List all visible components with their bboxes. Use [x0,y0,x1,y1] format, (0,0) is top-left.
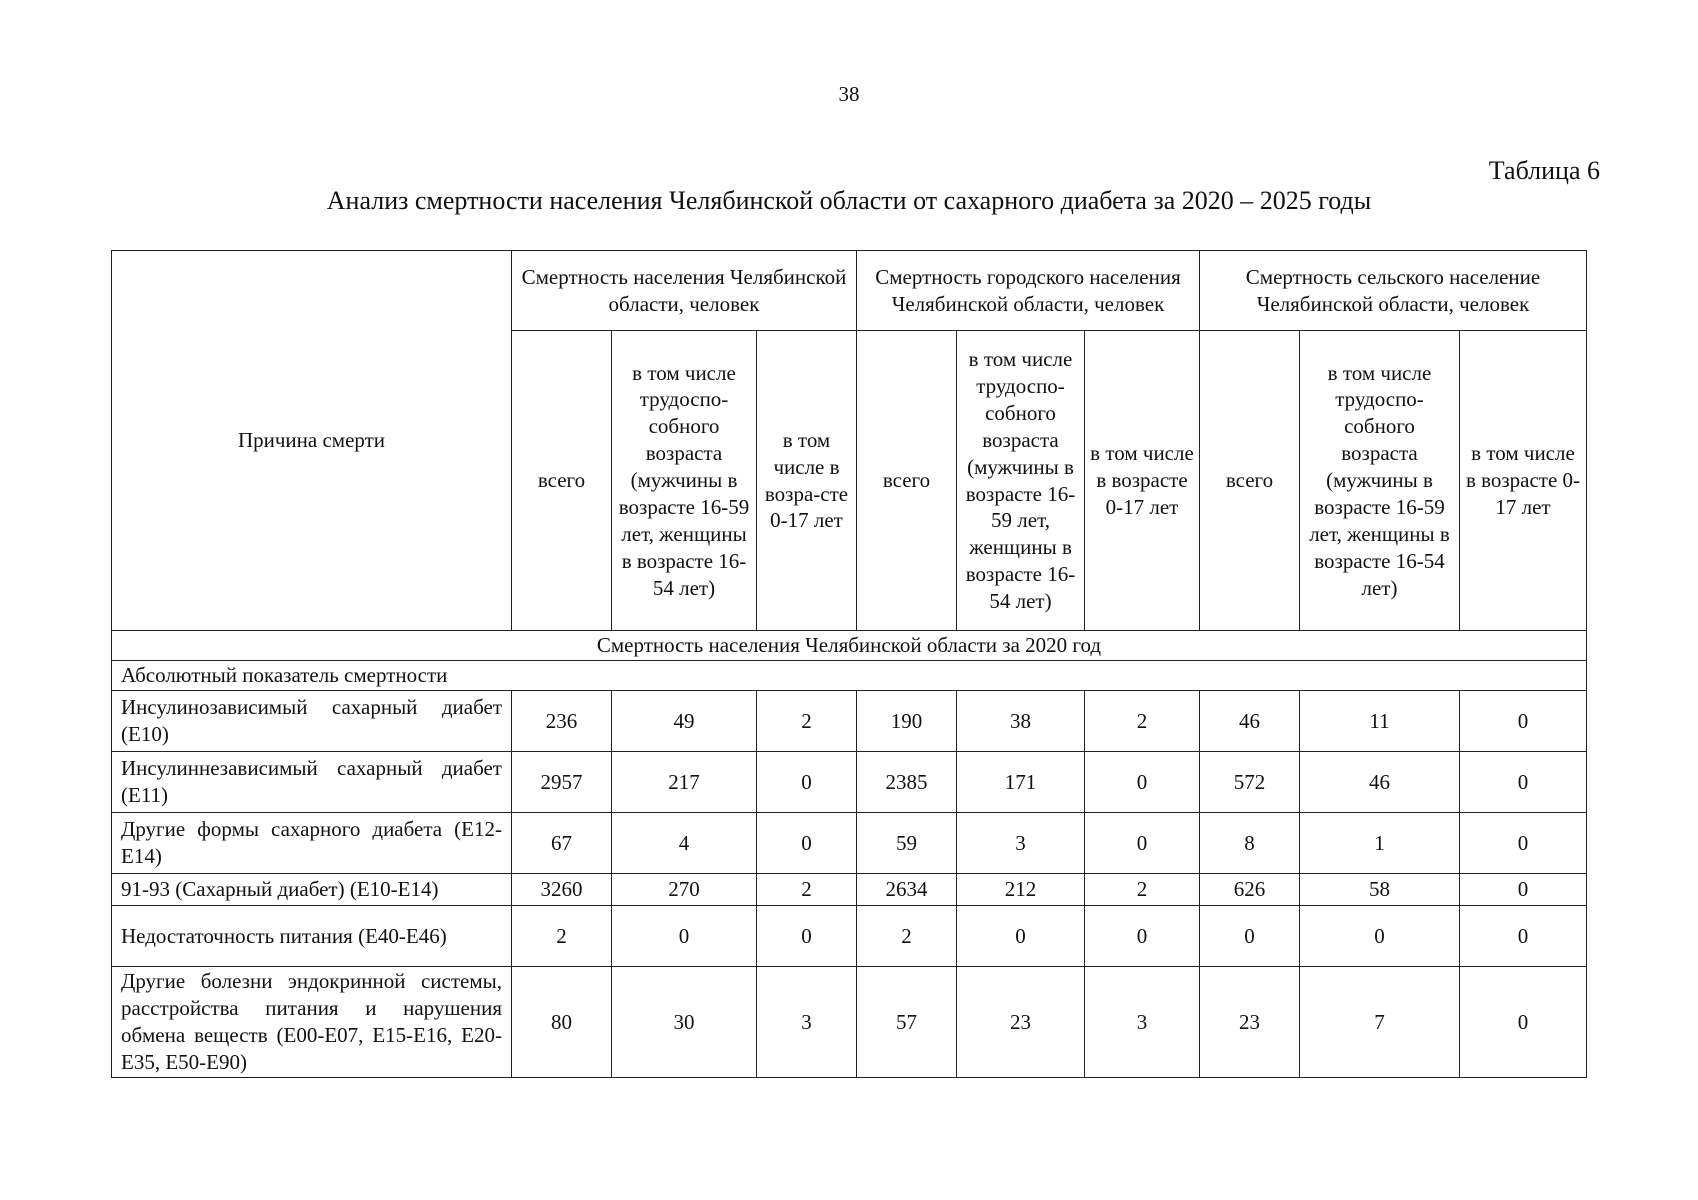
cell-value: 0 [957,906,1085,967]
cell-value: 0 [757,813,857,874]
header-group-row [112,251,1587,331]
cell-value: 3260 [512,874,612,906]
header-urban-working-age: в том числе трудоспо-собного возраста (мужчины в возрасте 16-59 лет, женщины в возрасте 16-54 лет) [957,331,1085,631]
cell-value: 4 [612,813,757,874]
cell-value: 0 [757,906,857,967]
header-rural-children: в том числе в возрасте 0-17 лет [1460,331,1587,631]
cell-value: 626 [1200,874,1300,906]
cell-value: 217 [612,752,757,813]
table-row [112,813,1587,874]
cell-value: 30 [612,967,757,1078]
cell-value: 2634 [857,874,957,906]
row-label: Инсулиннезависимый сахарный диабет (E11) [112,752,512,813]
cell-value: 171 [957,752,1085,813]
header-urban-all: всего [857,331,957,631]
header-total-children: в том числе в возра-сте 0-17 лет [757,331,857,631]
header-cause: Причина смерти [112,251,512,631]
header-group-rural: Смертность сельского население Челябинской области, человек [1200,251,1587,331]
table-row [112,691,1587,752]
cell-value: 212 [957,874,1085,906]
cell-value: 572 [1200,752,1300,813]
cell-value: 59 [857,813,957,874]
cell-value: 0 [1200,906,1300,967]
subsection-row [112,661,1587,691]
table-title: Анализ смертности населения Челябинской области от сахарного диабета за 2020 – 2025 годы [326,186,1372,215]
cell-value: 2 [757,874,857,906]
header-rural-all: всего [1200,331,1300,631]
cell-value: 0 [1460,752,1587,813]
row-label: Недостаточность питания (E40-E46) [112,906,512,967]
cell-value: 23 [1200,967,1300,1078]
cell-value: 2 [857,906,957,967]
cell-value: 0 [1460,906,1587,967]
cell-value: 0 [1460,874,1587,906]
header-group-total: Смертность населения Челябинской области, человек [512,251,857,331]
cell-value: 8 [1200,813,1300,874]
header-group-urban: Смертность городского населения Челябинской области, человек [857,251,1200,331]
cell-value: 2957 [512,752,612,813]
section-row [112,631,1587,661]
table-row [112,906,1587,967]
cell-value: 0 [612,906,757,967]
cell-value: 0 [1300,906,1460,967]
cell-value: 0 [757,752,857,813]
cell-value: 0 [1085,906,1200,967]
cell-value: 2 [757,691,857,752]
cell-value: 0 [1460,813,1587,874]
cell-value: 80 [512,967,612,1078]
cell-value: 2 [1085,691,1200,752]
cell-value: 3 [757,967,857,1078]
mortality-table [111,250,1587,1078]
cell-value: 3 [1085,967,1200,1078]
cell-value: 11 [1300,691,1460,752]
cell-value: 46 [1200,691,1300,752]
cell-value: 49 [612,691,757,752]
row-label: 91-93 (Сахарный диабет) (E10-E14) [112,874,512,906]
cell-value: 270 [612,874,757,906]
cell-value: 23 [957,967,1085,1078]
header-total-working-age: в том числе трудоспо-собного возраста (мужчины в возрасте 16-59 лет, женщины в возрасте 16-54 лет) [612,331,757,631]
header-urban-children: в том числе в возрасте 0-17 лет [1085,331,1200,631]
cell-value: 1 [1300,813,1460,874]
row-label: Другие болезни эндокринной системы, расстройства питания и нарушения обмена веществ (E00-E07, E15-E16, E20-E35, E50-E90) [112,967,512,1078]
subsection-title: Абсолютный показатель смертности [112,661,1587,691]
table-row [112,752,1587,813]
row-label: Другие формы сахарного диабета (E12-E14) [112,813,512,874]
cell-value: 0 [1460,691,1587,752]
cell-value: 0 [1460,967,1587,1078]
cell-value: 46 [1300,752,1460,813]
cell-value: 236 [512,691,612,752]
cell-value: 2 [1085,874,1200,906]
cell-value: 58 [1300,874,1460,906]
cell-value: 57 [857,967,957,1078]
cell-value: 67 [512,813,612,874]
cell-value: 2385 [857,752,957,813]
cell-value: 2 [512,906,612,967]
cell-value: 3 [957,813,1085,874]
row-label: Инсулинозависимый сахарный диабет (E10) [112,691,512,752]
cell-value: 0 [1085,813,1200,874]
page-number: 38 [838,82,860,106]
table-row [112,874,1587,906]
cell-value: 0 [1085,752,1200,813]
header-rural-working-age: в том числе трудоспо-собного возраста (мужчины в возрасте 16-59 лет, женщины в возрасте 16-54 лет) [1300,331,1460,631]
header-total-all: всего [512,331,612,631]
cell-value: 7 [1300,967,1460,1078]
table-label: Таблица 6 [1488,156,1600,185]
section-title: Смертность населения Челябинской области за 2020 год [112,631,1587,661]
cell-value: 190 [857,691,957,752]
table-row [112,967,1587,1078]
cell-value: 38 [957,691,1085,752]
